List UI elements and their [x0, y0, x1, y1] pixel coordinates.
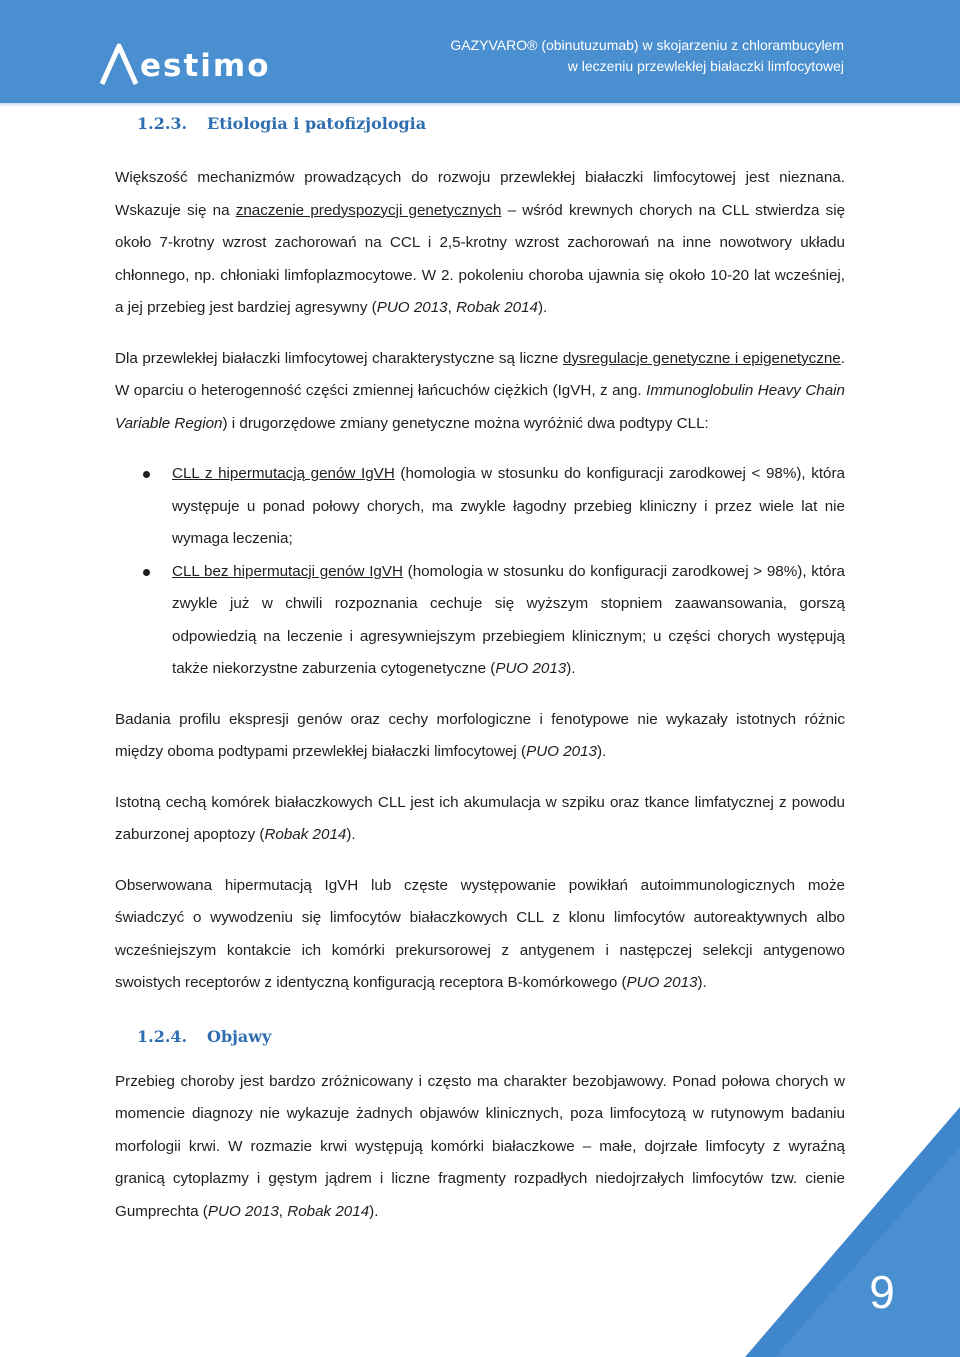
citation: PUO 2013 [207, 1202, 279, 1220]
text: ) i drugorzędowe zmiany genetyczne można wyróżnić dwa podtypy CLL: [222, 414, 709, 432]
citation: PUO 2013 [495, 660, 567, 677]
document-title [450, 35, 844, 77]
text: ). [369, 1202, 379, 1220]
paragraph-hypermutation [115, 870, 845, 1000]
page-number: 9 [869, 1266, 895, 1318]
paragraph-symptoms [115, 1066, 845, 1229]
text: , [447, 299, 457, 316]
logo-a-mark-icon [100, 42, 138, 86]
section-title: Objawy [207, 1027, 272, 1047]
text: (homologia w stosunku do konfiguracji zarodkowej < 98%), która występuje u ponad połowy chorych, ma zwykle łagodny przebieg kliniczny i przez wiele lat nie wymaga leczenia; [172, 465, 845, 547]
italic-term: Immunoglobulin Heavy Chain Variable Region [115, 382, 845, 432]
section-number: 1.2.4. [137, 1027, 188, 1047]
list-item [115, 458, 845, 556]
bullet-icon [143, 471, 150, 478]
bullet-icon [143, 569, 150, 576]
citation: PUO 2013 [526, 743, 597, 760]
text: Istotną cechą komórek białaczkowych CLL jest ich akumulacja w szpiku oraz tkance limfatycznej z powodu zaburzonej apoptozy ( [115, 793, 845, 843]
text: ). [697, 974, 707, 991]
paragraph-genetics [115, 343, 845, 441]
citation: Robak 2014 [264, 826, 347, 843]
document-title-line-1: GAZYVARO® (obinutuzumab) w skojarzeniu z chlorambucylem [450, 37, 844, 53]
section-title: Etiologia i patofizjologia [207, 113, 427, 133]
estimo-logo [100, 38, 271, 86]
text: ). [566, 660, 576, 677]
text: ). [597, 743, 607, 760]
paragraph-accumulation [115, 787, 845, 852]
text: (homologia w stosunku do konfiguracji zarodkowej > 98%), która zwykle już w chwili rozpoznania cechuje się wyższym stopniem zaawansowania, gorszą odpowiedzią na leczenie i agresywniejszym przebiegiem klinicznym; u części chorych występują także niekorzystne zaburzenia cytogenetyczne ( [172, 562, 845, 677]
text: . W oparciu o heterogenność części zmiennej łańcuchów ciężkich (IgVH, z ang. [115, 349, 845, 399]
text: Obserwowana hipermutacją IgVH lub częste występowanie powikłań autoimmunologicznych może świadczyć o wywodzeniu się limfocytów białaczkowych CLL z klonu limfocytów autoreaktywnych albo wcześniejszym kontakcie ich komórki prekursorowej z antygenem i następczej selekcji antygenowo swoistych receptorów z identyczną konfiguracją receptora B-komórkowego ( [115, 876, 845, 991]
list-item [115, 556, 845, 686]
text: ). [346, 826, 356, 843]
text: Badania profilu ekspresji genów oraz cechy morfologiczne i fenotypowe nie wykazały istotnych różnic między oboma podtypami przewlekłej białaczki limfocytowej ( [115, 710, 845, 760]
text: Przebieg choroby jest bardzo zróżnicowany i często ma charakter bezobjawowy. Ponad połowa chorych w momencie diagnozy nie wykazuje żadnych objawów klinicznych, poza limfocytozą w rutynowym badaniu morfologii krwi. W rozmazie krwi występują komórki białaczkowe – małe, dojrzałe limfocyty z wyraźną granicą cytoplazmy i gęstym jądrem i liczne fragmenty rozpadłych niedojrzałych limfocytów tzw. cienie Gumprechta ( [115, 1072, 845, 1220]
text: ). [538, 299, 548, 316]
text: Dla przewlekłej białaczki limfocytowej charakterystyczne są liczne [115, 349, 563, 367]
citation: Robak 2014 [287, 1202, 370, 1220]
header-shadow [0, 103, 960, 107]
section-heading-1-2-3 [115, 108, 845, 140]
paragraph-expression [115, 704, 845, 769]
page-content [115, 108, 845, 1228]
underlined-term: CLL bez hipermutacji genów IgVH [172, 562, 403, 580]
text: – wśród krewnych chorych na CLL stwierdza się około 7-krotny wzrost zachorowań na CCL i 2,5-krotny wzrost zachorowań na inne nowotwory układu chłonnego, np. chłoniaki limfoplazmocytowe. W 2. pokoleniu choroba ujawnia się około 10-20 lat wcześniej, a jej przebieg jest bardziej agresywny ( [115, 201, 846, 316]
document-title-line-2: w leczeniu przewlekłej białaczki limfocytowej [567, 58, 844, 74]
section-number: 1.2.3. [137, 113, 188, 133]
logo-wordmark: estimo [140, 48, 271, 84]
paragraph-etiology [115, 162, 845, 325]
cll-subtypes-list [115, 458, 845, 686]
citation: PUO 2013 [376, 299, 448, 316]
page-header [0, 0, 960, 103]
text: Większość mechanizmów prowadzących do rozwoju przewlekłej białaczki limfocytowej jest nieznana. Wskazuje się na [115, 169, 845, 219]
underlined-term: znaczenie predyspozycji genetycznych [235, 201, 502, 219]
underlined-term: dysregulacje genetyczne i epigenetyczne [562, 349, 841, 367]
text: , [278, 1202, 288, 1220]
corner-decoration [745, 1107, 960, 1357]
citation: PUO 2013 [626, 974, 698, 991]
underlined-term: CLL z hipermutacją genów IgVH [172, 465, 395, 482]
citation: Robak 2014 [456, 299, 538, 316]
section-heading-1-2-4 [115, 1022, 845, 1054]
